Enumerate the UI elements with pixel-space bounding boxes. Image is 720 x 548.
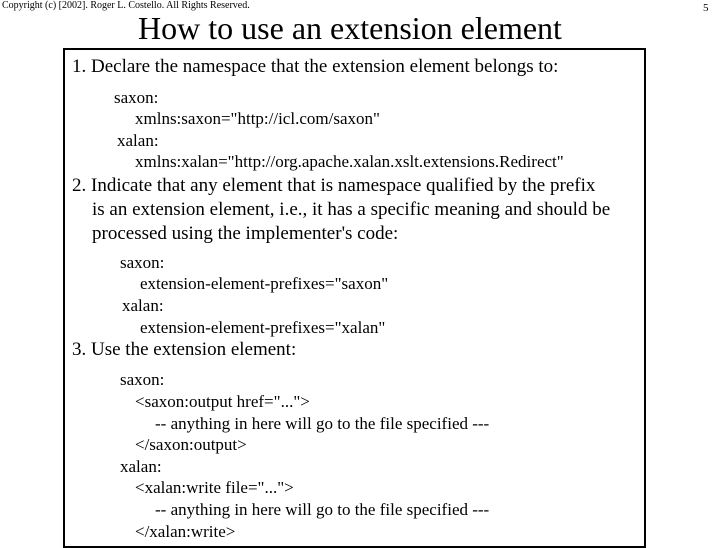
- content-box: [63, 48, 646, 548]
- step-3-saxon-open-tag: <saxon:output href="...">: [135, 392, 310, 411]
- step-2-xalan-label: xalan:: [122, 296, 164, 315]
- step-3-text: 3. Use the extension element:: [72, 339, 297, 360]
- step-1-saxon-label: saxon:: [114, 88, 159, 107]
- step-2-xalan-code: extension-element-prefixes="xalan": [140, 318, 386, 337]
- step-1-text: 1. Declare the namespace that the extension element belongs to:: [72, 56, 559, 77]
- step-1-xalan-label: xalan:: [117, 131, 159, 150]
- step-3-saxon-body: -- anything in here will go to the file specified ---: [155, 414, 490, 433]
- copyright-notice: Copyright (c) [2002]. Roger L. Costello. All Rights Reserved.: [2, 0, 250, 11]
- step-1-xalan-code: xmlns:xalan="http://org.apache.xalan.xslt.extensions.Redirect": [135, 152, 564, 171]
- step-2-text-line-3: processed using the implementer's code:: [92, 223, 399, 244]
- step-3-xalan-close-tag: </xalan:write>: [135, 522, 236, 541]
- step-3-xalan-body: -- anything in here will go to the file specified ---: [155, 500, 490, 519]
- step-2-saxon-code: extension-element-prefixes="saxon": [140, 274, 389, 293]
- step-2-text-line-2: is an extension element, i.e., it has a specific meaning and should be: [92, 199, 611, 220]
- step-3-xalan-open-tag: <xalan:write file="...">: [135, 478, 294, 497]
- step-3-saxon-close-tag: </saxon:output>: [135, 435, 247, 454]
- step-2-saxon-label: saxon:: [120, 253, 165, 272]
- step-3-xalan-label: xalan:: [120, 457, 162, 476]
- page-number: 5: [703, 2, 709, 14]
- step-3-saxon-label: saxon:: [120, 370, 165, 389]
- step-2-text-line-1: 2. Indicate that any element that is namespace qualified by the prefix: [72, 175, 596, 196]
- step-1-saxon-code: xmlns:saxon="http://icl.com/saxon": [135, 109, 380, 128]
- slide-title: How to use an extension element: [138, 10, 562, 46]
